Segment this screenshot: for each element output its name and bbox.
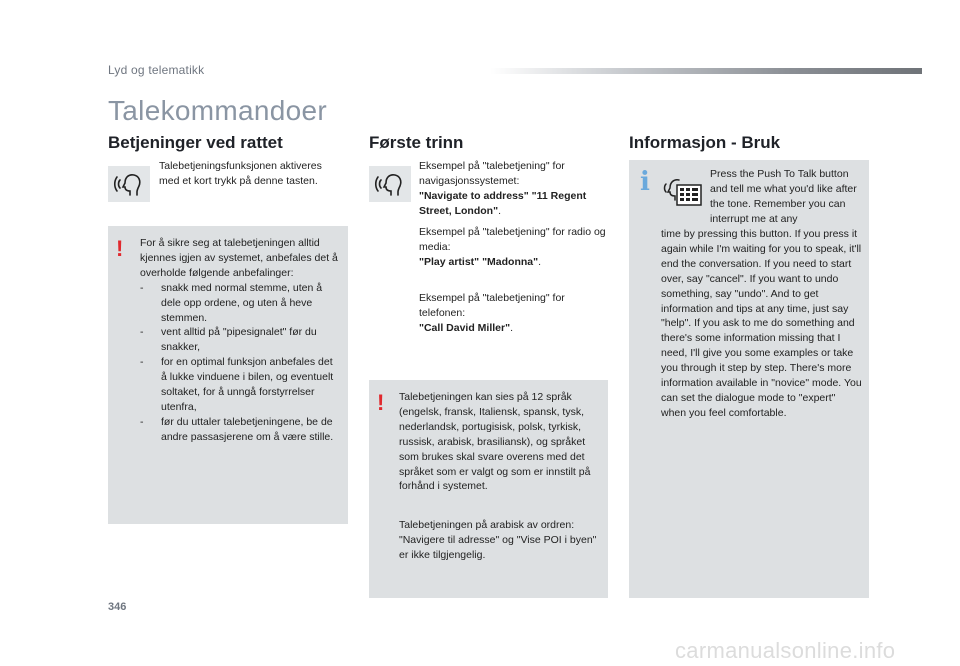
example-radio-media: Eksempel på "talebetjening" for radio og media: "Play artist" "Madonna".	[419, 225, 609, 270]
arabic-note-text: Talebetjeningen på arabisk av ordren: "Navigere til adresse" og "Vise POI i byen" er ikke tilgjengelig.	[399, 519, 597, 561]
warning-panel-recommendations	[108, 226, 348, 524]
languages-text: Talebetjeningen kan sies på 12 språk (engelsk, fransk, Italiensk, spansk, tysk, nederlandsk, portugisisk, polsk, tyrkisk, russisk, arabisk, brasiliansk), og språket som brukes skal svare overens med det språket som er valgt og som er innstilt på forhånd i systemet.	[399, 391, 591, 493]
watermark: carmanualsonline.info	[675, 638, 896, 663]
info-icon: i	[640, 167, 650, 197]
list-item: - før du uttaler talebetjeningene, be de andre passasjerene om å være stille.	[140, 415, 340, 445]
steering-intro-text: Talebetjeningsfunksjonen aktiveres med et kort trykk på denne tasten.	[159, 160, 322, 187]
heading-steering-controls: Betjeninger ved rattet	[108, 133, 283, 152]
header-divider-bar	[490, 68, 922, 74]
example-phone-label: Eksempel på "talebetjening" for telefonen:	[419, 292, 565, 319]
example-phone-command: "Call David Miller"	[419, 321, 511, 334]
list-item: - for en optimal funksjon anbefales det å lukke vinduene i bilen, og eventuelt soltaket, for å unngå forstyrrelser utenfra,	[140, 355, 340, 415]
warning-icon: !	[116, 236, 124, 261]
heading-information-use: Informasjon - Bruk	[629, 133, 781, 152]
heading-first-steps: Første trinn	[369, 133, 464, 152]
example-phone: Eksempel på "talebetjening" for telefonen: "Call David Miller".	[419, 291, 609, 336]
page-title: Talekommandoer	[108, 95, 327, 126]
warning-intro-text: For å sikre seg at talebetjeningen alltid kjennes igjen av systemet, anbefales det å overholde følgende anbefalinger:	[140, 237, 338, 279]
example-radio-label: Eksempel på "talebetjening" for radio og media:	[419, 226, 606, 253]
list-item: - vent alltid på "pipesignalet" før du snakker,	[140, 325, 340, 355]
voice-command-screen-icon	[661, 170, 705, 210]
warning-icon: !	[377, 390, 385, 415]
section-label: Lyd og telematikk	[108, 63, 205, 77]
example-navigation-command: "Navigate to address" "11 Regent Street, London"	[419, 189, 587, 217]
example-radio-command: "Play artist" "Madonna"	[419, 255, 539, 268]
info-panel	[629, 160, 869, 598]
voice-command-icon	[108, 166, 150, 202]
list-item: - snakk med normal stemme, uten å dele opp ordene, og uten å heve stemmen.	[140, 281, 340, 326]
info-lead-text: Press the Push To Talk button and tell me what you'd like after the tone. Remember you can interrupt me at any	[710, 168, 857, 225]
warning-panel-languages	[369, 380, 608, 598]
example-navigation-label: Eksempel på "talebetjening" for navigasjonssystemet:	[419, 160, 565, 187]
voice-command-icon	[369, 166, 411, 202]
page-number: 346	[108, 601, 127, 613]
example-navigation: Eksempel på "talebetjening" for navigasjonssystemet: "Navigate to address" "11 Regent Street, London".	[419, 159, 609, 219]
info-body-text: time by pressing this button. If you press it again while I'm waiting for you to speak, it'll end the conversation. If you need to start over, say "cancel". If you want to undo something, say "undo". And to get information and tips at any time, just say "help". If you ask to me do something and there's some information missing that I need, I'll give you some examples or take you through it step by step. There's more information available in "novice" mode. You can set the dialogue mode to "expert" when you feel comfortable.	[661, 228, 862, 419]
